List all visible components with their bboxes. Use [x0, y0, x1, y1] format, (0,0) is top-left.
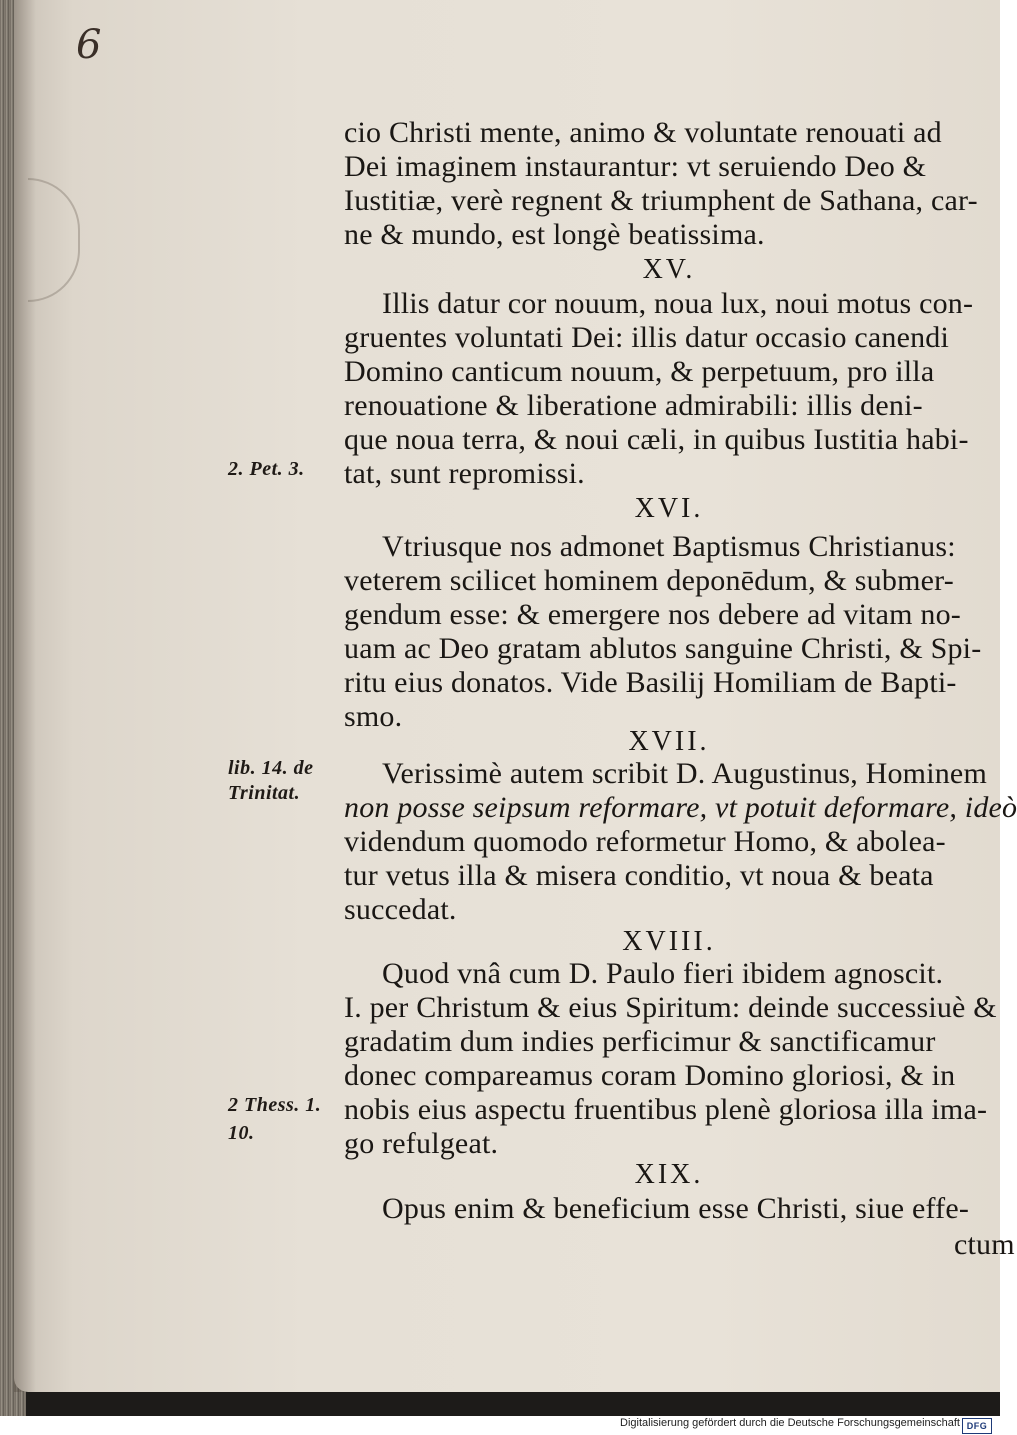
- text-line: smo.: [344, 700, 403, 733]
- text-line: ne & mundo, est longè beatissima.: [344, 218, 765, 251]
- text-line: Vtriusque nos admonet Baptismus Christianus:: [382, 530, 956, 563]
- text-line: Verissimè autem scribit D. Augustinus, Hominem: [382, 757, 987, 790]
- text-line: veterem scilicet hominem deponēdum, & submer-: [344, 564, 954, 597]
- text-line: uam ac Deo gratam ablutos sanguine Christi, & Spi-: [344, 632, 982, 665]
- text-line: videndum quomodo reformetur Homo, & abolea-: [344, 825, 946, 858]
- section-heading: XVI.: [634, 493, 704, 524]
- margin-note-thess: 2 Thess. 1.: [228, 1094, 322, 1116]
- book-page: [14, 0, 1017, 1392]
- page-clip-mark: [28, 178, 80, 302]
- text-line: Quod vnâ cum D. Paulo fieri ibidem agnoscit.: [382, 957, 944, 990]
- text-line: Domino canticum nouum, & perpetuum, pro illa: [344, 355, 935, 388]
- text-line: succedat.: [344, 893, 457, 926]
- dfg-logo: DFG: [962, 1418, 992, 1434]
- catchword: ctum: [954, 1228, 1015, 1261]
- text-line: ritu eius donatos. Vide Basilij Homiliam de Bapti-: [344, 666, 957, 699]
- text-line: tat, sunt repromissi.: [344, 457, 585, 490]
- footer-bar: [0, 1416, 1000, 1435]
- margin-note-trinitat: Trinitat.: [228, 782, 301, 804]
- page-number: 6: [76, 22, 102, 68]
- margin-note-thess-verse: 10.: [228, 1122, 255, 1144]
- text-line: Opus enim & beneficium esse Christi, siue effe-: [382, 1192, 970, 1225]
- text-line: tur vetus illa & misera conditio, vt noua & beata: [344, 859, 934, 892]
- margin-note-pet: 2. Pet. 3.: [228, 458, 305, 480]
- text-line: donec compareamus coram Domino gloriosi, & in: [344, 1059, 956, 1092]
- text-line: Dei imaginem instaurantur: vt seruiendo Deo &: [344, 150, 927, 183]
- text-line: cio Christi mente, animo & voluntate renouati ad: [344, 116, 942, 149]
- section-heading: XIX.: [634, 1159, 704, 1190]
- text-line: gruentes voluntati Dei: illis datur occasio canendi: [344, 321, 950, 354]
- footer-credit: Digitalisierung gefördert durch die Deutsche Forschungsgemeinschaft: [620, 1417, 960, 1429]
- text-line: non posse seipsum reformare, vt potuit deformare, ideò: [344, 791, 1017, 824]
- section-heading: XV.: [642, 254, 696, 285]
- section-heading: XVIII.: [622, 926, 716, 957]
- text-line: gendum esse: & emergere nos debere ad vitam no-: [344, 598, 961, 631]
- text-line: Iustitiæ, verè regnent & triumphent de Sathana, car-: [344, 184, 978, 217]
- text-line: gradatim dum indies perficimur & sanctificamur: [344, 1025, 936, 1058]
- margin-note-lib: lib. 14. de: [228, 757, 314, 779]
- text-line: renouatione & liberatione admirabili: illis deni-: [344, 389, 923, 422]
- text-line: nobis eius aspectu fruentibus plenè gloriosa illa ima-: [344, 1093, 988, 1126]
- text-line: Illis datur cor nouum, noua lux, noui motus con-: [382, 287, 974, 320]
- text-line: I. per Christum & eius Spiritum: deinde successiuè &: [344, 991, 997, 1024]
- text-line: go refulgeat.: [344, 1127, 499, 1160]
- text-line: que noua terra, & noui cæli, in quibus Iustitia habi-: [344, 423, 969, 456]
- section-heading: XVII.: [628, 726, 710, 757]
